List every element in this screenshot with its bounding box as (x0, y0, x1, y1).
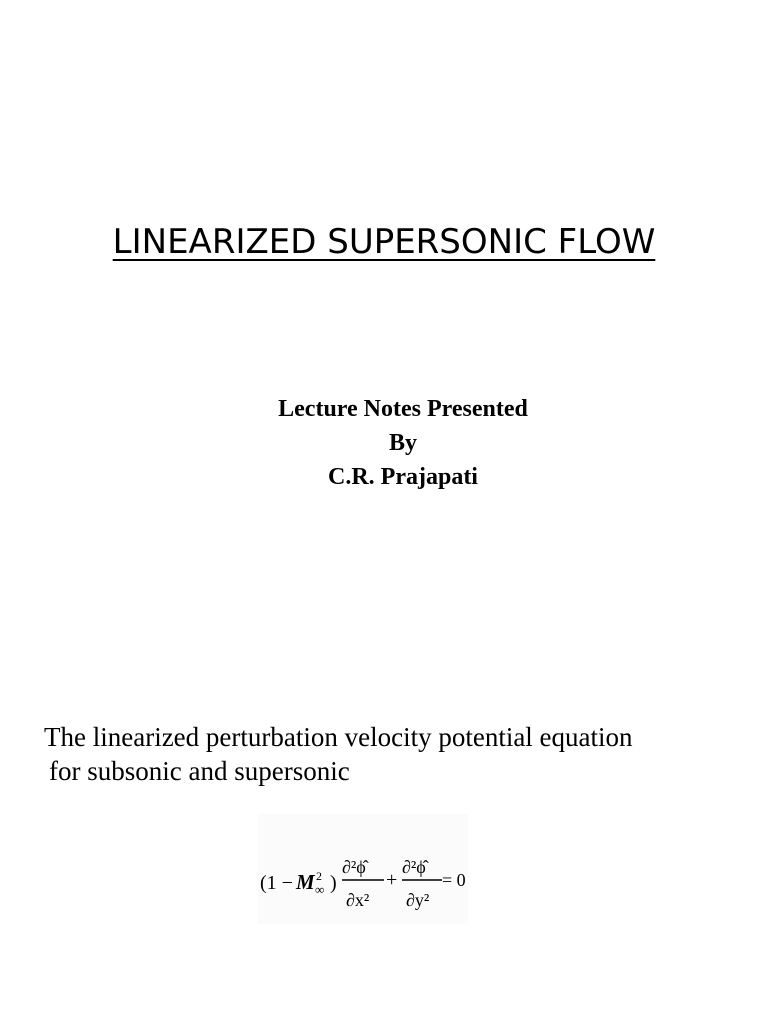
eq-mach-sup: 2 (316, 869, 322, 883)
slide-title-text: LINEARIZED SUPERSONIC FLOW (112, 222, 656, 262)
eq-term2-denominator: ∂y² (406, 890, 430, 910)
equation-svg (258, 814, 468, 924)
eq-open-paren: (1 − (260, 872, 293, 894)
presenter-line-2: By (388, 430, 417, 456)
eq-close-paren: ) (330, 872, 337, 894)
presenter-line-3: C.R. Prajapati (328, 464, 478, 490)
slide-title (0, 218, 768, 266)
body-paragraph (44, 720, 764, 788)
eq-equals-zero: = 0 (442, 870, 466, 890)
eq-term1-denominator: ∂x² (346, 890, 370, 910)
eq-term1-numerator: ∂²ϕ̂ (342, 857, 366, 877)
presenter-block (0, 392, 768, 494)
eq-term2-numerator: ∂²ϕ̂ (402, 857, 426, 877)
presenter-line-1: Lecture Notes Presented (278, 396, 528, 422)
body-line-1: The linearized perturbation velocity potential equation (44, 722, 633, 752)
eq-plus: + (386, 869, 398, 891)
eq-mach: M (296, 870, 315, 894)
equation-image (258, 814, 468, 924)
body-line-2: for subsonic and supersonic (49, 756, 350, 786)
eq-mach-sub: ∞ (315, 882, 325, 897)
